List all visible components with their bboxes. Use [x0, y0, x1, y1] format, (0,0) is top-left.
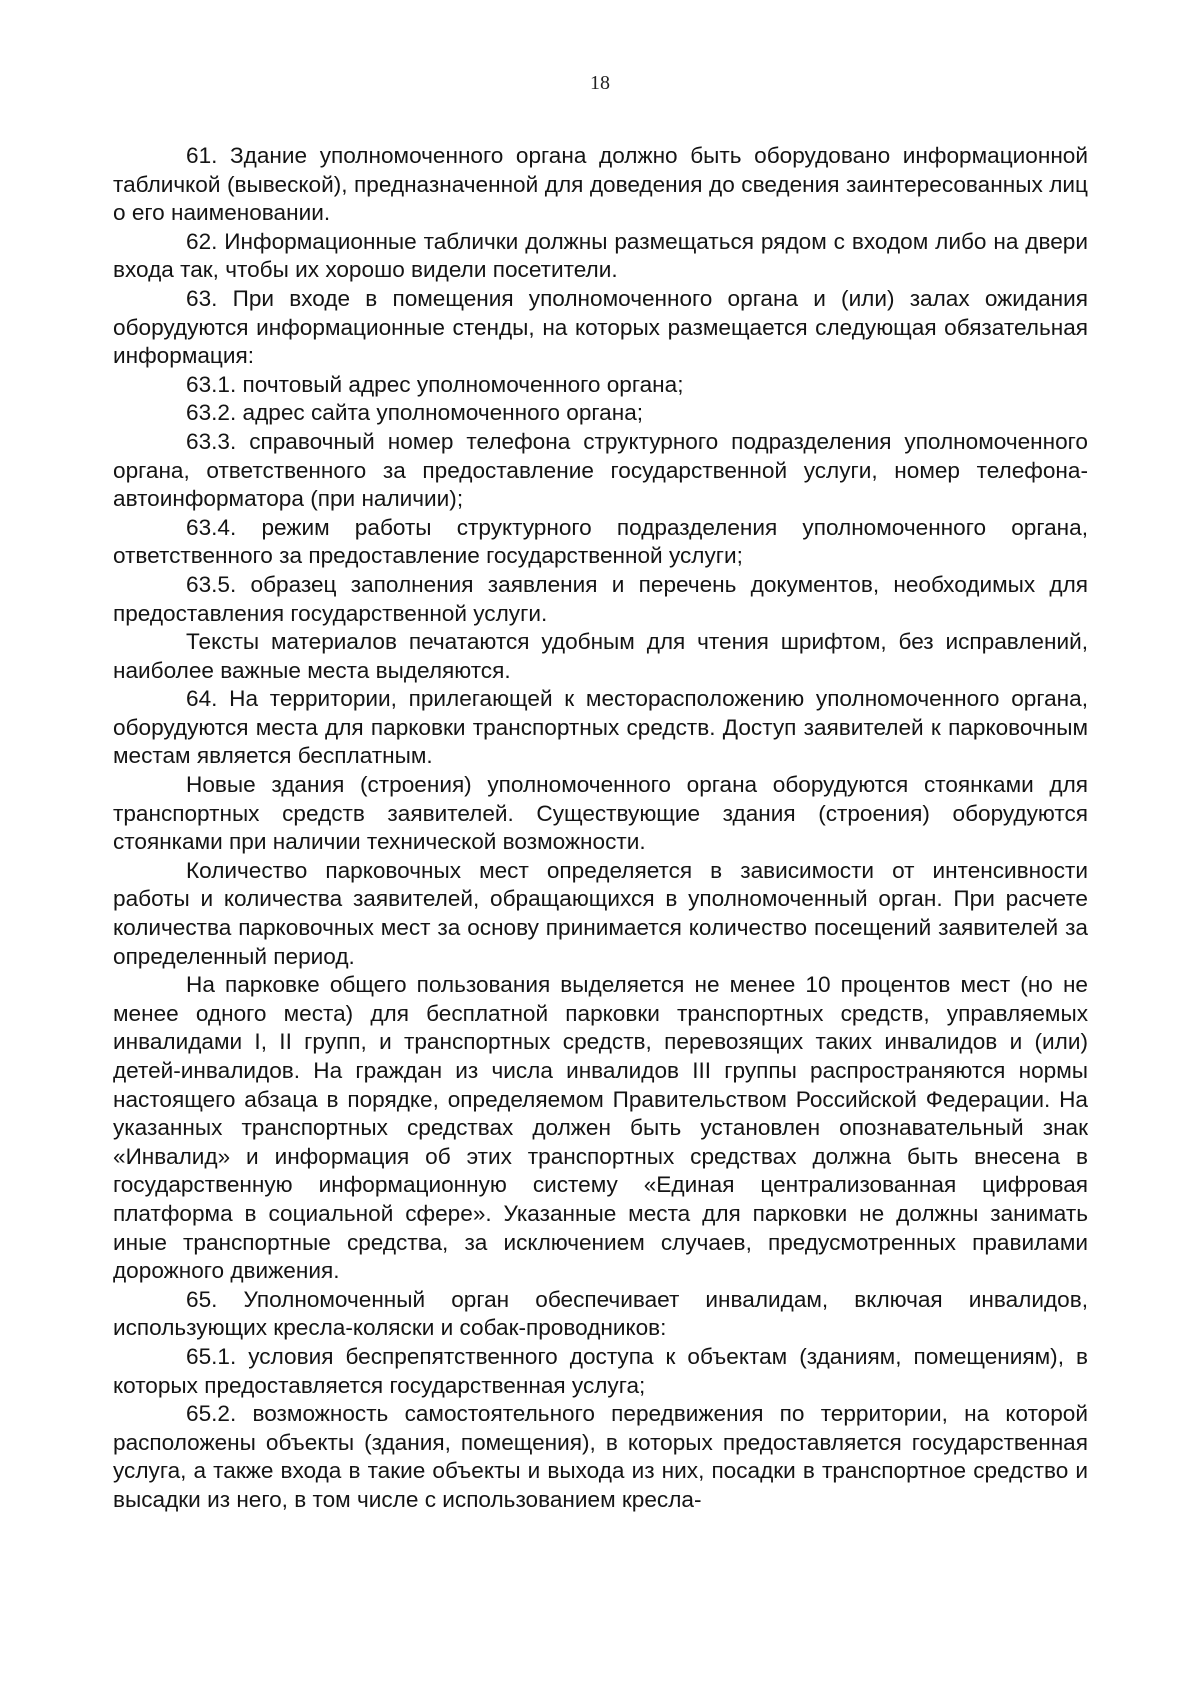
list-item-65-2: 65.2. возможность самостоятельного передвижения по территории, на которой расположены объекты (здания, помещения), в которых предоставляется государственная услуга, а также входа в такие объекты и выхода из них, посадки в транспортное средство и высадки из него, в том числе с использованием кресла- [113, 1401, 1088, 1512]
list-item-65-1: 65.1. условия беспрепятственного доступа к объектам (зданиям, помещениям), в которых предоставляется государственная услуга; [113, 1343, 1088, 1398]
paragraph-disabled-parking: На парковке общего пользования выделяется не менее 10 процентов мест (но не менее одного места) для бесплатной парковки транспортных средств, управляемых инвалидами I, II групп, и транспортных средств, перевозящих таких инвалидов и (или) детей-инвалидов. На граждан из числа инвалидов III группы распространяются нормы настоящего абзаца в порядке, определяемом Правительством Российской Федерации. На указанных транспортных средствах должен быть установлен опознавательный знак «Инвалид» и информация об этих транспортных средствах должна быть внесена в государственную информационную систему «Единая централизованная цифровая платформа в социальной сфере». Указанные места для парковки не должны занимать иные транспортные средства, за исключением случаев, предусмотренных правилами дорожного движения. [113, 972, 1088, 1284]
list-item-63-2: 63.2. адрес сайта уполномоченного органа; [186, 400, 644, 426]
paragraph-61: 61. Здание уполномоченного органа должно быть оборудовано информационной табличкой (вывеской), предназначенной для доведения до сведения заинтересованных лиц о его наименовании. [113, 143, 1088, 226]
paragraph-63: 63. При входе в помещения уполномоченного органа и (или) залах ожидания оборудуются информационные стенды, на которых размещается следующая обязательная информация: [113, 285, 1088, 369]
paragraph-parking-count: Количество парковочных мест определяется в зависимости от интенсивности работы и количества заявителей, обращающихся в уполномоченный орган. При расчете количества парковочных мест за основу принимается количество посещений заявителей за определенный период. [113, 857, 1088, 969]
list-item-63-3: 63.3. справочный номер телефона структурного подразделения уполномоченного органа, ответственного за предоставление государственной услуги, номер телефона-автоинформатора (при наличии); [113, 428, 1088, 512]
page-number: 18 [590, 72, 610, 94]
paragraph-64: 64. На территории, прилегающей к месторасположению уполномоченного органа, оборудуются места для парковки транспортных средств. Доступ заявителей к парковочным местам является бесплатным. [113, 686, 1088, 769]
paragraph-62: 62. Информационные таблички должны размещаться рядом с входом либо на двери входа так, чтобы их хорошо видели посетители. [113, 228, 1088, 283]
paragraph-new-buildings: Новые здания (строения) уполномоченного органа оборудуются стоянками для транспортных средств заявителей. Существующие здания (строения) оборудуются стоянками при наличии технической возможности. [113, 772, 1088, 855]
paragraph-65: 65. Уполномоченный орган обеспечивает инвалидам, включая инвалидов, использующих кресла-коляски и собак-проводников: [113, 1286, 1088, 1341]
list-item-63-5: 63.5. образец заполнения заявления и перечень документов, необходимых для предоставления государственной услуги. [113, 571, 1088, 626]
paragraph-materials-text: Тексты материалов печатаются удобным для чтения шрифтом, без исправлений, наиболее важные места выделяются. [113, 629, 1088, 683]
list-item-63-1: 63.1. почтовый адрес уполномоченного органа; [186, 371, 684, 397]
list-item-63-4: 63.4. режим работы структурного подразделения уполномоченного органа, ответственного за предоставление государственной услуги; [113, 514, 1088, 569]
document-body [113, 142, 1088, 1515]
